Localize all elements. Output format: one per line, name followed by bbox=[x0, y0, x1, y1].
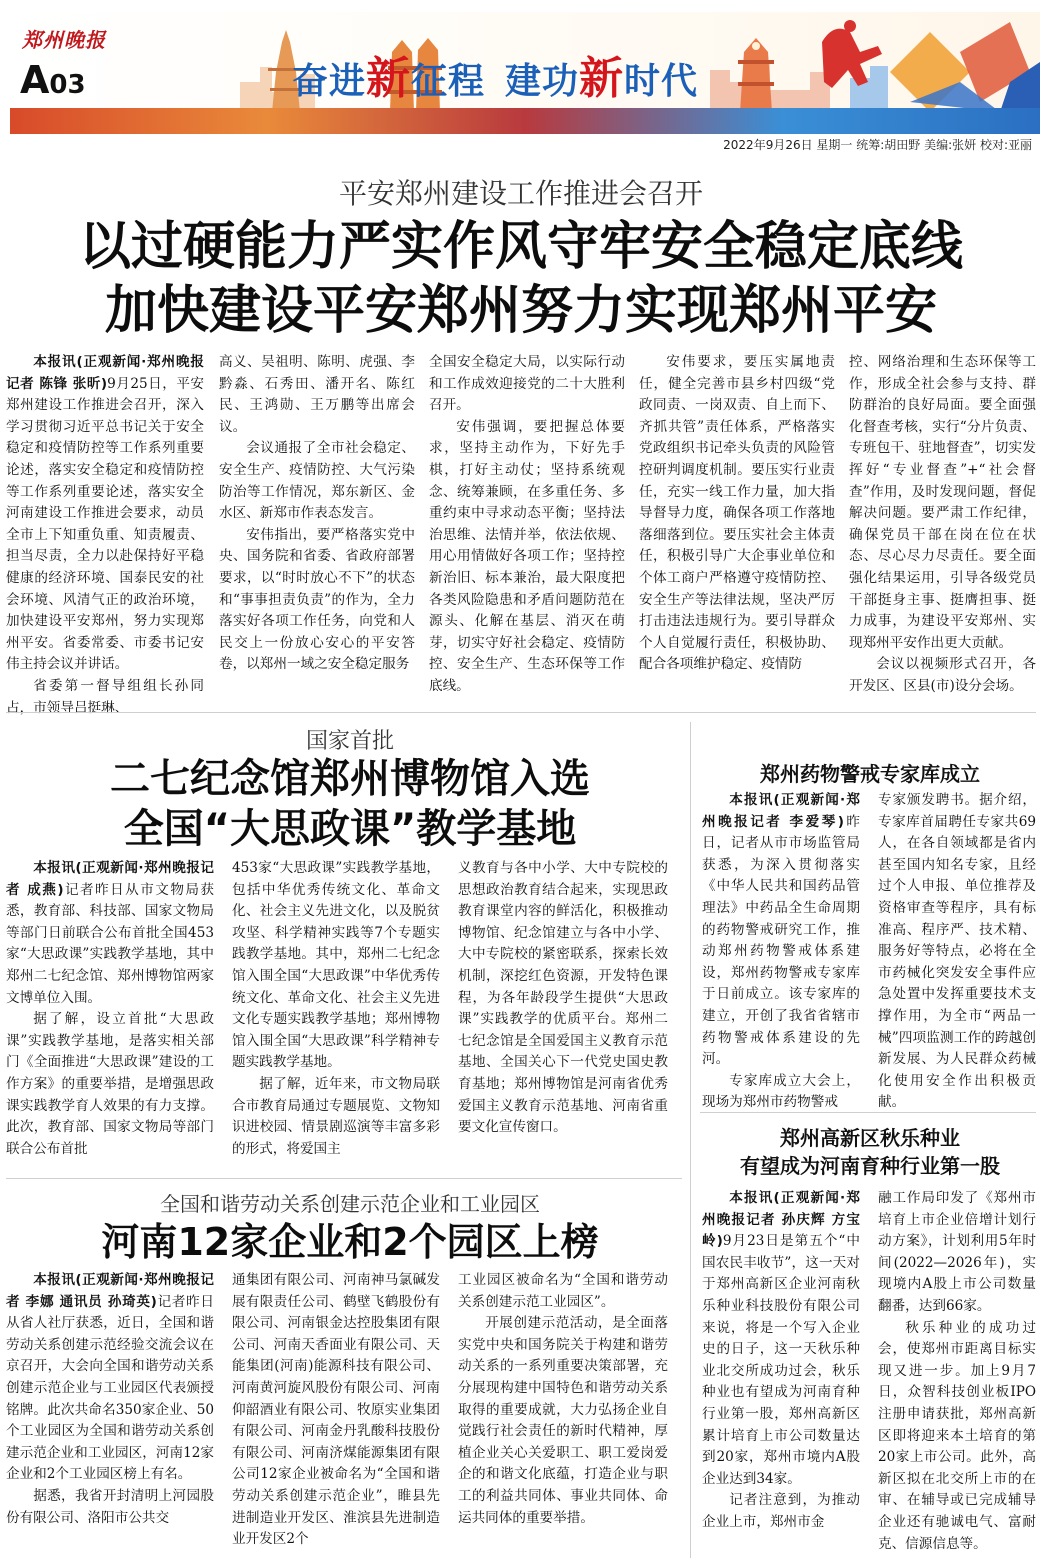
article5-paragraph: 工业园区被命名为“全国和谐劳动关系创建示范工业园区”。 bbox=[458, 1272, 668, 1310]
article4-column bbox=[878, 1188, 1036, 1560]
article5-byline: 本报讯(正观新闻·郑州晚报记者 李娜 通讯员 孙琦英) bbox=[6, 1272, 214, 1310]
article2-column bbox=[232, 858, 440, 1168]
article1-column bbox=[429, 352, 625, 700]
banner-color-band bbox=[10, 108, 1040, 134]
article4-body bbox=[702, 1188, 1036, 1560]
article2-body bbox=[6, 858, 678, 1168]
dateline: 2022年9月26日 星期一 统筹:胡田野 美编:张妍 校对:亚丽 bbox=[723, 138, 1032, 152]
article3-column bbox=[702, 790, 861, 1111]
article4-paragraph: 9月23日是第五个“中国农民丰收节”，这一天对于郑州高新区企业河南秋乐种业科技股份有限公司来说，将是一个写入企业史的日子，这一天秋乐种业北交所成功过会，秋乐种业也有望成为河南育种行业第一股，郑州高新区累计培育上市公司数量达到20家，郑州市境内A股企业达到34家。 bbox=[702, 1233, 860, 1487]
slogan-text: 奋进 bbox=[292, 61, 367, 102]
slogan-highlight: 新 bbox=[366, 53, 412, 104]
article1-paragraph: 控、网络治理和生态环保等工作，形成全社会参与支持、群防群治的良好局面。要全面强化督查考核，实行“分片负责、专班包干、驻地督查”，切实发挥好“专业督查”+“社会督查”作用，及时发现问题，督促解决问题。要严肃工作纪律，确保党员干部在岗在位在状态、尽心尽力尽责任。要全面强化结果运用，引导各级党员干部挺身主事、挺膺担事、挺力成事，为建设平安郑州、实现郑州平安作出更大贡献。 bbox=[849, 354, 1036, 651]
article1-column bbox=[219, 352, 415, 700]
article4-paragraph: 记者注意到，为推动企业上市，郑州市金 bbox=[702, 1492, 860, 1530]
article3-column bbox=[878, 790, 1036, 1111]
article1-paragraph: 9月25日，平安郑州建设工作推进会召开，深入学习贯彻习近平总书记关于安全稳定和疫情防控等工作系列重要论述，落实安全稳定和疫情防控等工作系列重要论述，落实安全河南建设工作推进会要求，动员全市上下知重负重、知责履责、担当尽责，全力以赴保持好平稳健康的经济环境、国泰民安的社会环境、风清气正的政治环境，加快建设平安郑州，努力实现郑州平安。省委常委、市委书记安伟主持会议并讲话。 bbox=[6, 375, 204, 673]
slogan-highlight: 新 bbox=[579, 53, 625, 104]
column-divider bbox=[690, 722, 691, 1558]
article5-column bbox=[6, 1270, 214, 1560]
article4-headline-line1: 郑州高新区秋乐种业 bbox=[780, 1126, 960, 1150]
slogan-text: 征程 bbox=[411, 61, 486, 102]
article2-kicker: 国家首批 bbox=[305, 729, 394, 754]
article1-paragraph: 安伟强调，要把握总体要求，坚持主动作为，下好先手棋，打好主动仗；坚持系统观念、统筹兼顾，在多重任务、多重约束中寻求动态平衡；坚持法治思维、法情并举，依法依规、用心用情做好各项工作；坚持控新治旧、标本兼治，最大限度把各类风险隐患和矛盾问题防范在源头、化解在基层、消灭在萌芽，切实守好社会稳定、疫情防控、安全生产、生态环保等工作底线。 bbox=[429, 418, 625, 694]
article2-paragraph: 据了解，设立首批“大思政课”实践教学基地，是落实相关部门《全面推进“大思政课”建设的工作方案》的重要举措，是增强思政课实践教学育人效果的有力支撑。此次，教育部、国家文物局等部门联合公布首批 bbox=[6, 1011, 214, 1157]
article5-paragraph: 通集团有限公司、河南神马氯碱发展有限责任公司、鹤壁飞鹤股份有限公司、河南银金达控股集团有限公司、河南天香面业有限公司、天能集团(河南)能源科技有限公司、河南黄河旋风股份有限公司、河南仰韶酒业有限公司、牧原实业集团有限公司、河南金丹乳酸科技股份有限公司、河南济煤能源集团有限公司12家企业被命名为“全国和谐劳动关系创建示范企业”，睢县先进制造业开发区、淮滨县先进制造业开发区2个 bbox=[232, 1272, 440, 1548]
article2-column bbox=[458, 858, 668, 1168]
page-letter: A bbox=[20, 58, 50, 102]
article2-paragraph: 据了解，近年来，市文物局联合市教育局通过专题展览、文物知识进校园、情景剧巡演等丰富多彩的形式，将爱国主 bbox=[232, 1075, 440, 1157]
masthead-slogan bbox=[292, 42, 698, 106]
article5-kicker: 全国和谐劳动关系创建示范企业和工业园区 bbox=[160, 1192, 540, 1216]
masthead bbox=[0, 0, 1042, 136]
article5-column bbox=[458, 1270, 668, 1560]
section-divider bbox=[700, 1112, 1036, 1113]
article4-headline-line2: 有望成为河南育种行业第一股 bbox=[740, 1154, 1000, 1178]
article1-paragraph: 安伟指出，要严格落实党中央、国务院和省委、省政府部署要求，以“时时放心不下”的状态和“事事担责负责”的作为，全力落实好各项工作任务，向党和人民交上一份放心安心的平安答卷，以郑州一域之安全稳定服务 bbox=[219, 526, 415, 673]
article2-headline-line1: 二七纪念馆郑州博物馆入选 bbox=[110, 756, 590, 802]
article1-headline-line1: 以过硬能力严实作风守牢安全稳定底线 bbox=[78, 217, 963, 277]
article1-paragraph: 高义、吴祖明、陈明、虎强、李黔淼、石秀田、潘开名、陈红民、王鸿勋、王万鹏等出席会议。 bbox=[219, 354, 415, 435]
article2-paragraph: 义教育与各中小学、大中专院校的思想政治教育结合起来，实现思政教育课堂内容的鲜活化，积极推动博物馆、纪念馆建立与各中小学、大中专院校的紧密联系，探索长效机制，深挖红色资源，开发特色课程，为各年龄段学生提供“大思政课”实践教学的优质平台。郑州二七纪念馆是全国爱国主义教育示范基地、全国关心下一代党史国史教育基地；郑州博物馆是河南省优秀爱国主义教育示范基地、河南省重要文化宣传窗口。 bbox=[458, 860, 668, 1136]
article2-byline: 本报讯(正观新闻·郑州晚报记者 成燕) bbox=[6, 860, 214, 898]
newspaper-logo: 郑州晚报 bbox=[22, 28, 106, 52]
article5-paragraph: 据悉，我省开封清明上河园股份有限公司、洛阳市公共交 bbox=[6, 1487, 214, 1526]
article3-paragraph: 专家库成立大会上，现场为郑州市药物警戒 bbox=[702, 1072, 860, 1111]
article2-column bbox=[6, 858, 214, 1168]
article4-column bbox=[702, 1188, 860, 1560]
article3-body bbox=[702, 790, 1036, 1111]
slogan-text: 建功 bbox=[505, 61, 580, 102]
article5-body bbox=[6, 1270, 678, 1560]
article1-byline: 本报讯(正观新闻·郑州晚报记者 陈锋 张昕) bbox=[6, 354, 204, 392]
article4-paragraph: 融工作局印发了《郑州市培育上市企业倍增计划行动方案》，计划利用5年时间(2022—2026年)，实现境内A股上市公司数量翻番，达到66家。 bbox=[878, 1190, 1036, 1314]
article1-paragraph: 会议通报了全市社会稳定、安全生产、疫情防控、大气污染防治等工作情况，郑东新区、金水区、新郑市作表态发言。 bbox=[219, 440, 415, 522]
article4-byline: 本报讯(正观新闻·郑州晚报记者 孙庆辉 方宝岭) bbox=[702, 1190, 860, 1250]
article3-paragraph: 专家颁发聘书。据介绍，专家库首届聘任专家共69人，在各自领域都是省内甚至国内知名专家，且经过个人申报、单位推荐及资格审查等程序，具有标准高、程序严、技术精、服务好等特点，必将在全市药械化突发安全事件应急处置中发挥重要技术支撑作用，为全市“两品一械”四项监测工作的跨越创新发展、为人民群众药械化使用安全作出积极贡献。 bbox=[878, 792, 1036, 1111]
article3-headline: 郑州药物警戒专家库成立 bbox=[760, 762, 980, 786]
article1-paragraph: 安伟要求，要压实属地责任，健全完善市县乡村四级“党政同责、一岗双责、自上而下、齐抓共管”责任体系，严格落实党政组织书记牵头负责的风险管控研判调度机制。要压实行业责任，充实一线工作力量，加大指导督导力度，确保各项工作落地落细落到位。要压实社会主体责任，积极引导广大企事业单位和个体工商户严格遵守疫情防控、安全生产等法律法规，坚决严厉打击违法违规行为。要引导群众个人自觉履行责任，积极协助、配合各项维护稳定、疫情防 bbox=[639, 354, 835, 673]
article1-headline-line2: 加快建设平安郑州努力实现郑州平安 bbox=[104, 281, 937, 341]
article1-paragraph: 省委第一督导组组长孙同占，市领导吕挺琳、 bbox=[6, 677, 204, 716]
article3-byline: 本报讯(正观新闻·郑州晚报记者 李爱琴) bbox=[702, 792, 860, 830]
page-digits: 03 bbox=[49, 70, 86, 100]
article1-column bbox=[849, 352, 1036, 700]
article1-column bbox=[639, 352, 835, 700]
article1-paragraph: 全国安全稳定大局，以实际行动和工作成效迎接党的二十大胜利召开。 bbox=[429, 354, 625, 414]
article4-paragraph: 秋乐种业的成功过会，使郑州市距离目标实现又进一步。加上9月7日，众智科技创业板IPO注册申请获批，郑州高新区即将迎来本土培育的第20家上市公司。此外，高新区拟在北交所上市的在审、在辅导或已完成辅导企业还有驰诚电气、富耐克、信源信息等。 bbox=[878, 1319, 1036, 1552]
article5-paragraph: 开展创建示范活动，是全面落实党中央和国务院关于构建和谐劳动关系的一系列重要决策部署，充分展现构建中国特色和谐劳动关系取得的重要成就，大力弘扬企业自觉践行社会责任的新时代精神，厚植企业关心关爱职工、职工爱岗爱企的和谐文化底蕴，打造企业与职工的利益共同体、事业共同体、命运共同体的重要举措。 bbox=[458, 1315, 668, 1526]
article1-kicker: 平安郑州建设工作推进会召开 bbox=[338, 177, 703, 210]
slogan-text: 时代 bbox=[624, 61, 699, 102]
article1-paragraph: 会议以视频形式召开，各开发区、区县(市)设分会场。 bbox=[849, 656, 1036, 694]
article3-paragraph: 昨日，记者从市市场监管局获悉，为深入贯彻落实《中华人民共和国药品管理法》中药品全生命周期的药物警戒研究工作，推动郑州药物警戒体系建设，郑州药物警戒专家库于日前成立。该专家库的建立，开创了我省省辖市药物警戒体系建设的先河。 bbox=[702, 813, 861, 1068]
article2-headline-line2: 全国“大思政课”教学基地 bbox=[123, 806, 577, 852]
article5-paragraph: 记者昨日从省人社厅获悉，近日，全国和谐劳动关系创建示范经验交流会议在京召开，大会向全国和谐劳动关系创建示范企业与工业园区代表颁授铭牌。此次共命名350家企业、50个工业园区为全国和谐劳动关系创建示范企业和工业园区，河南12家企业和2个工业园区榜上有名。 bbox=[6, 1293, 214, 1483]
section-divider bbox=[6, 1178, 682, 1179]
article1-column bbox=[6, 352, 204, 716]
article1-body bbox=[6, 352, 1036, 716]
article2-paragraph: 记者昨日从市文物局获悉，教育部、科技部、国家文物局等部门日前联合公布首批全国453家“大思政课”实践教学基地，其中郑州二七纪念馆、郑州博物馆两家文博单位入围。 bbox=[6, 881, 215, 1006]
article5-column bbox=[232, 1270, 440, 1560]
article5-headline: 河南12家企业和2个园区上榜 bbox=[101, 1220, 599, 1264]
page-number bbox=[20, 58, 86, 102]
section-divider bbox=[6, 712, 1036, 713]
article2-paragraph: 453家“大思政课”实践教学基地，包括中华优秀传统文化、革命文化、社会主义先进文化，以及脱贫攻坚、科学精神实践等7个专题实践教学基地。其中，郑州二七纪念馆入围全国“大思政课”中华优秀传统文化、革命文化、社会主义先进文化专题实践教学基地；郑州博物馆入围全国“大思政课”科学精神专题实践教学基地。 bbox=[232, 860, 440, 1071]
